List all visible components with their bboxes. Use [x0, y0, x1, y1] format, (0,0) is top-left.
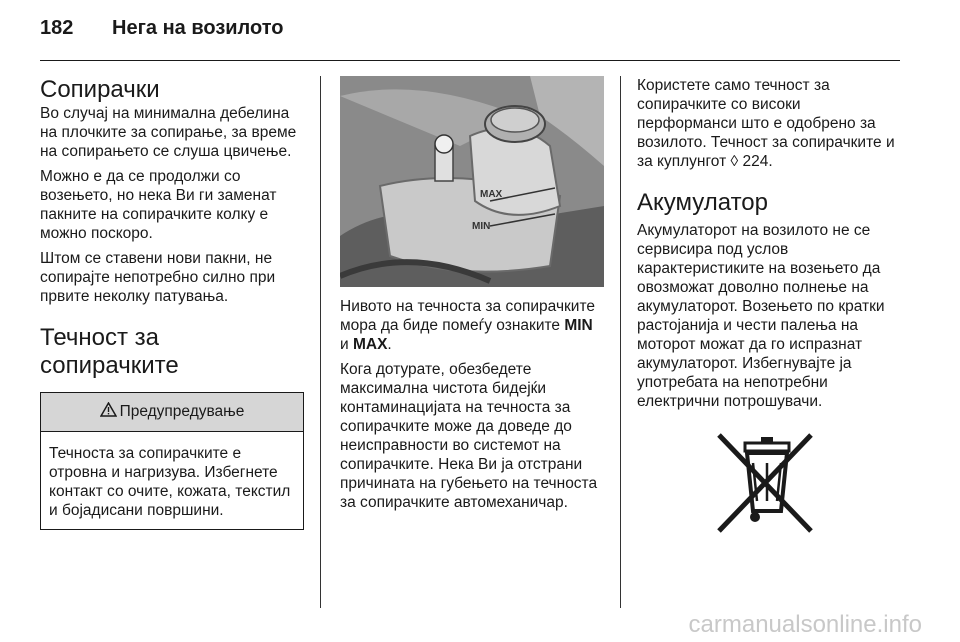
warning-title: Предупредување [119, 403, 245, 420]
page-number: 182 [40, 17, 74, 39]
min-label: MIN [564, 317, 593, 334]
min-mark-label: MIN [472, 221, 491, 232]
max-label: MAX [352, 336, 388, 353]
paragraph: Кога дотурате, обезбедете максимална чистота бидејќи контаминацијата на течноста за сопирачките може да доведе до неисправности во системот на сопирачките. Нека Ви ја отстрани причината на губењето на течноста за сопирачките автомеханичар. [340, 361, 598, 511]
column-right [637, 76, 902, 537]
page-reference-icon: ◊ [730, 153, 739, 170]
section-heading-battery: Акумулатор [637, 189, 768, 216]
max-mark-label: MAX [480, 189, 503, 200]
paragraph: Акумулаторот на возилото не се сервисира под услов карактеристиките на возењето да овозможат доволно полнење на акумулаторот. Возењето по кратки растојанија и чести палења на моторот можат да го испразнат акумулаторот. Избегнувајте ја употребата на непотребни електрични потрошувачи. [637, 222, 885, 410]
page-header [40, 17, 920, 47]
page-title: Нега на возилото [112, 17, 284, 39]
paragraph: Можно е да се продолжи со возењето, но нека Ви ги заменат пакните на сопирачките колку е можно поскоро. [40, 168, 277, 242]
header-divider [40, 60, 900, 61]
crossed-out-wheelie-bin-icon [709, 429, 821, 537]
paragraph: Користете само течност за сопирачките со високи перформанси што е одобрено за возилото. Течност за сопирачките и за куплунгот ◊ 224. [637, 77, 895, 170]
brake-fluid-reservoir-photo [340, 76, 604, 287]
image-caption: Нивото на течноста за сопирачките мора да биде помеѓу ознаките MIN и MAX. [340, 298, 596, 353]
paragraph: Штом се ставени нови пакни, не сопирајте непотребно силно при првите неколку патувања. [40, 250, 276, 305]
warning-body [41, 432, 303, 529]
warning-text: Течноста за сопирачките е отровна и нагризува. Избегнете контакт со очите, кожата, текстил и бојадисани површини. [49, 445, 291, 519]
warning-box [40, 392, 304, 530]
section-heading-brake-fluid: Течност за сопирачките [40, 324, 179, 379]
column-divider [620, 76, 621, 608]
warning-triangle-icon [100, 402, 117, 422]
paragraph: Во случај на минимална дебелина на плочките за сопирање, за време на сопирањето се слуша цвичење. [40, 105, 297, 160]
column-middle [340, 76, 604, 512]
column-divider [320, 76, 321, 608]
warning-header [41, 393, 303, 432]
section-heading-brakes: Сопирачки [40, 76, 160, 103]
column-left [40, 76, 304, 530]
watermark: carmanualsonline.info [688, 611, 922, 638]
